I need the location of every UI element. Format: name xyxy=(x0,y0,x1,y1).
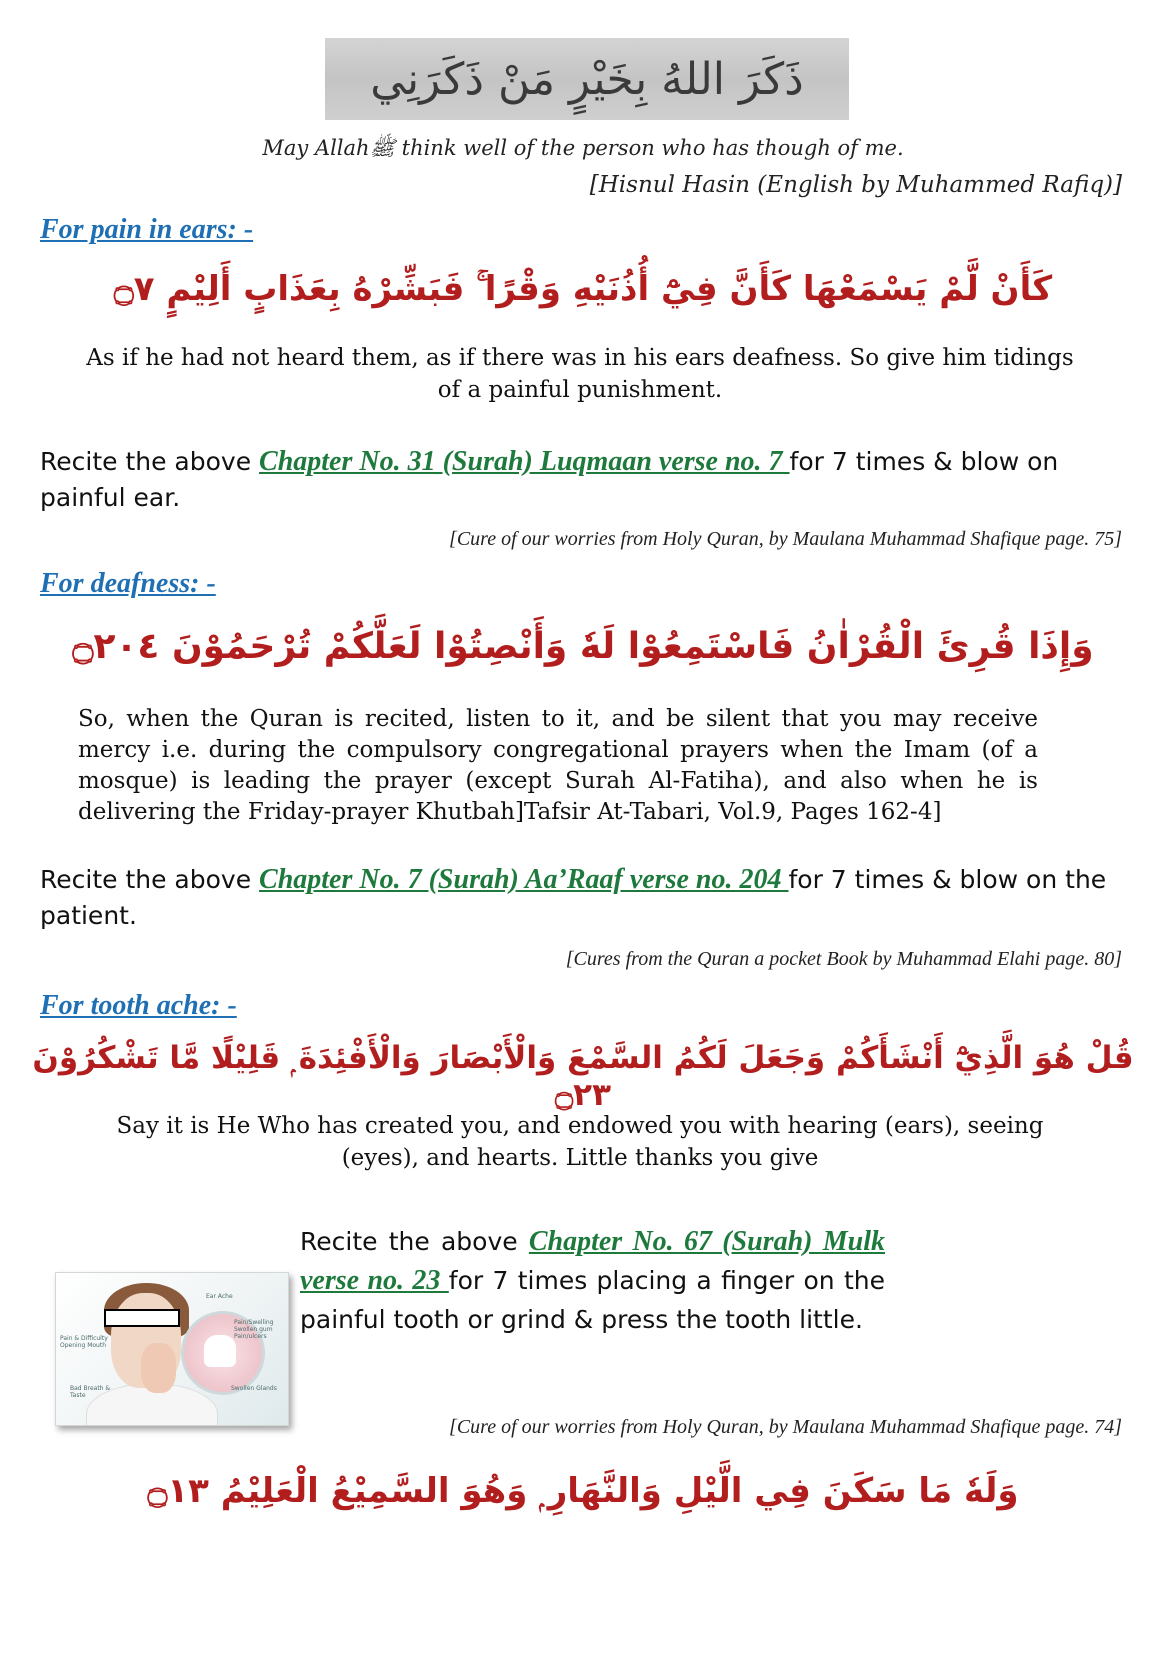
instruction-mulk xyxy=(300,1222,885,1339)
recite-prefix: Recite the above xyxy=(40,865,260,894)
toothache-illustration xyxy=(55,1272,289,1426)
verse-arabic-aaraaf: وَإِذَا قُرِئَ الْقُرْاٰنُ فَاسْتَمِعُوْا لَهٗ وَأَنْصِتُوْا لَعَلَّكُمْ تُرْحَمُوْنَ ۝٢٠٤ xyxy=(72,626,1094,667)
verse-arabic-mulk: قُلْ هُوَ الَّذِيْٓ أَنْشَأَكُمْ وَجَعَلَ لَكُمُ السَّمْعَ وَالْأَبْصَارَ وَالْأَفْئِدَةَ ۭ قَلِيْلًا مَّا تَشْكُرُوْنَ ۝٢٣ xyxy=(32,1040,1134,1113)
source-mulk: [Cure of our worries from Holy Quran, by Maulana Muhammad Shafique page. 74] xyxy=(449,1416,1122,1438)
hadith-source: [Hisnul Hasin (English by Muhammed Rafiq)] xyxy=(589,172,1122,198)
instruction-luqmaan xyxy=(40,444,1145,516)
translation-mulk: Say it is He Who has created you, and endowed you with hearing (ears), seeing (eyes), and hearts. Little thanks you give xyxy=(116,1113,1044,1171)
heading-tooth-ache: For tooth ache: - xyxy=(40,990,237,1021)
translation-aaraaf: So, when the Quran is recited, listen to it, and be silent that you may receive mercy i.e. during the compulsory congregational prayers when the Imam (of a mosque) is leading the prayer (except Surah Al-Fatiha), and also when he is delivering the Friday-prayer Khutbah]Tafsir At-Tabari, Vol.9, Pages 162-4] xyxy=(78,706,1038,825)
recite-suffix: for 7 times & blow on painful ear. xyxy=(40,447,1059,512)
source-luqmaan: [Cure of our worries from Holy Quran, by Maulana Muhammad Shafique page. 75] xyxy=(449,528,1122,550)
chapter-link-luqmaan[interactable]: Chapter No. 31 (Surah) Luqmaan verse no. 7 xyxy=(259,446,790,477)
header-arabic-text: ذَكَرَ اللهُ بِخَيْرٍ مَنْ ذَكَرَنِي xyxy=(370,53,804,105)
recite-prefix: Recite the above xyxy=(300,1227,529,1256)
chapter-link-aaraaf[interactable]: Chapter No. 7 (Surah) Aa’Raaf verse no. 204 xyxy=(259,864,789,895)
translation-luqmaan: As if he had not heard them, as if there was in his ears deafness. So give him tidings of a painful punishment. xyxy=(86,345,1074,403)
hand-shape xyxy=(141,1343,176,1393)
header-calligraphy-banner xyxy=(325,38,849,120)
hadith-translation: May Allahﷺ think well of the person who has though of me. xyxy=(262,136,904,160)
heading-pain-in-ears: For pain in ears: - xyxy=(40,214,254,245)
figure-label-bad-breath: Bad Breath & Taste xyxy=(70,1385,111,1399)
verse-arabic-luqmaan: كَأَنْ لَّمْ يَسْمَعْهَا كَأَنَّ فِيْٓ أُذُنَيْهِ وَقْرًا ۚ فَبَشِّرْهُ بِعَذَابٍ أَلِيْمٍ ۝٧ xyxy=(113,269,1053,309)
figure-label-ear-ache: Ear Ache xyxy=(206,1293,233,1300)
recite-suffix: for 7 times placing a finger on the painful tooth or grind & press the tooth little. xyxy=(300,1266,886,1334)
verse-arabic-footer: وَلَهٗ مَا سَكَنَ فِي الَّيْلِ وَالنَّهَارِ ۭ وَهُوَ السَّمِيْعُ الْعَلِيْمُ ۝١٣ xyxy=(147,1471,1019,1511)
heading-deafness: For deafness: - xyxy=(40,568,216,599)
redaction-box xyxy=(104,1309,180,1327)
figure-label-opening-mouth: Pain & Difficulty Opening Mouth xyxy=(60,1335,108,1349)
recite-suffix: for 7 times & blow on the patient. xyxy=(40,865,1107,930)
source-aaraaf: [Cures from the Quran a pocket Book by Muhammad Elahi page. 80] xyxy=(565,948,1122,970)
recite-prefix: Recite the above xyxy=(40,447,260,476)
figure-label-swollen-glands: Swollen Glands xyxy=(231,1385,277,1392)
figure-label-swelling: Pain/Swelling Swollen gum Pain/ulcers xyxy=(234,1319,274,1340)
chapter-link-mulk[interactable]: Chapter No. 67 (Surah) Mulk verse no. 23 xyxy=(300,1226,885,1296)
tooth-icon xyxy=(204,1335,236,1367)
instruction-aaraaf xyxy=(40,862,1145,934)
